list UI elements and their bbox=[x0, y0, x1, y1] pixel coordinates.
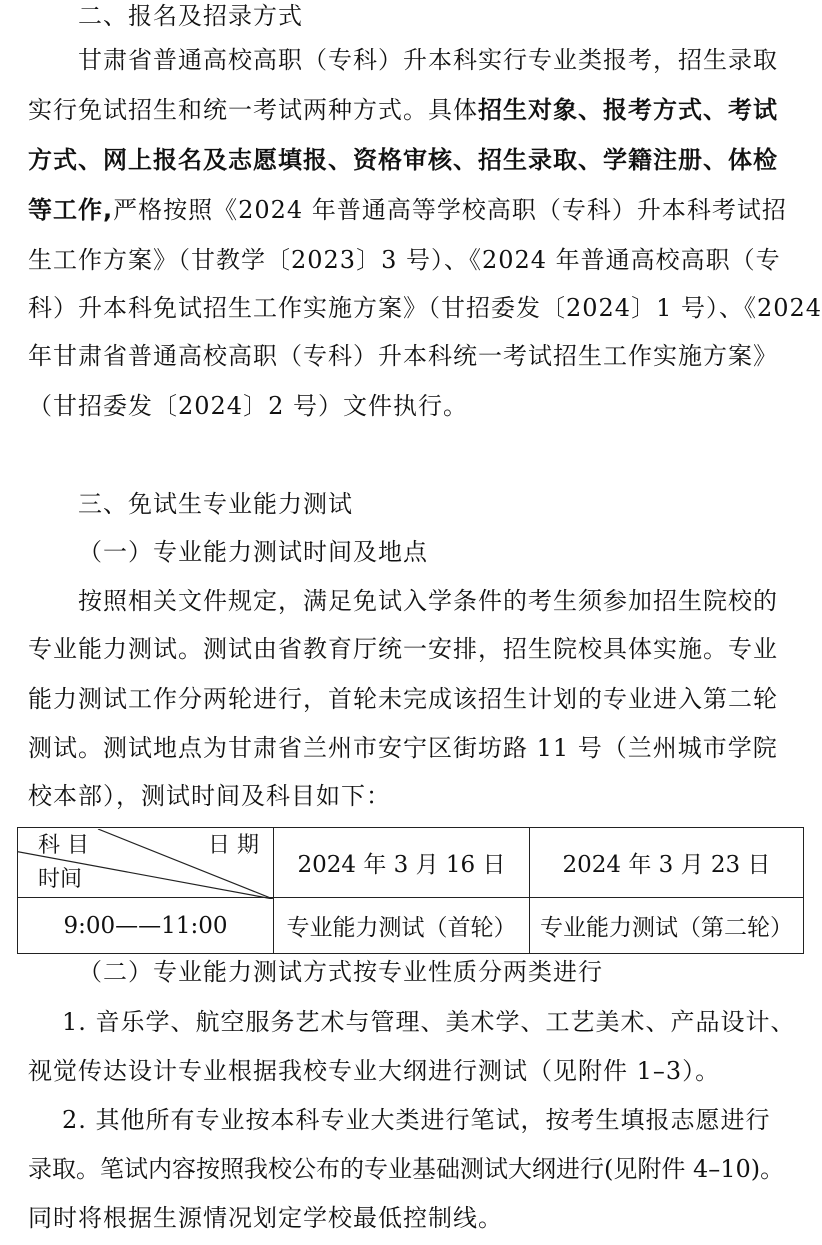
item2-line-3: 同时将根据生源情况划定学校最低控制线。 bbox=[28, 1204, 503, 1232]
section3-para1-line-3: 能力测试工作分两轮进行，首轮未完成该招生计划的专业进入第二轮 bbox=[28, 685, 778, 713]
section2-line-2-text: 实行免试招生和统一考试两种方式。具体 bbox=[28, 96, 478, 124]
section2-line-8: （甘招委发〔2024〕2 号）文件执行。 bbox=[28, 392, 468, 420]
section2-line-1: 甘肃省普通高校高职（专科）升本科实行专业类报考，招生录取 bbox=[78, 46, 778, 74]
section3-para1-line-4: 测试。测试地点为甘肃省兰州市安宁区街坊路 11 号（兰州城市学院 bbox=[28, 734, 778, 762]
section2-line-4 bbox=[28, 194, 787, 226]
section2-bold-2: 等工作, bbox=[28, 196, 114, 224]
section2-line-7: 年甘肃省普通高校高职（专科）升本科统一考试招生工作实施方案》 bbox=[28, 342, 778, 370]
item2-line-2: 录取。笔试内容按照我校公布的专业基础测试大纲进行(见附件 4–10)。 bbox=[28, 1155, 785, 1183]
section2-line-3: 方式、网上报名及志愿填报、资格审核、招生录取、学籍注册、体检 bbox=[28, 146, 778, 174]
corner-subject-label: 科 目 bbox=[38, 832, 89, 858]
time-cell: 9:00——11:00 bbox=[18, 898, 274, 954]
section3-sub1: （一）专业能力测试时间及地点 bbox=[78, 538, 428, 566]
corner-time-label: 时间 bbox=[38, 866, 83, 892]
item1-line-2: 视觉传达设计专业根据我校专业大纲进行测试（见附件 1–3）。 bbox=[28, 1057, 721, 1085]
item1-line-1: 1. 音乐学、航空服务艺术与管理、美术学、工艺美术、产品设计、 bbox=[62, 1008, 796, 1036]
date-cell-1: 2024 年 3 月 16 日 bbox=[274, 828, 530, 898]
schedule-body-row bbox=[18, 898, 804, 954]
section2-line-6: 科）升本科免试招生工作实施方案》（甘招委发〔2024〕1 号）、《2024 bbox=[28, 294, 822, 322]
schedule-table bbox=[17, 827, 804, 954]
section3-para1-line-2: 专业能力测试。测试由省教育厅统一安排，招生院校具体实施。专业 bbox=[28, 635, 778, 663]
item2-line-1: 2. 其他所有专业按本科专业大类进行笔试，按考生填报志愿进行 bbox=[62, 1106, 771, 1134]
section3-para1-line-1: 按照相关文件规定，满足免试入学条件的考生须参加招生院校的 bbox=[78, 587, 778, 615]
section2-line-2 bbox=[28, 94, 778, 126]
section3-para1-line-5: 校本部），测试时间及科目如下： bbox=[28, 782, 391, 810]
schedule-header-row bbox=[18, 828, 804, 898]
section2-line-5: 生工作方案》（甘教学〔2023〕3 号）、《2024 年普通高校高职（专 bbox=[28, 246, 781, 274]
section3-sub2: （二）专业能力测试方式按专业性质分两类进行 bbox=[78, 958, 603, 986]
corner-date-label: 日 期 bbox=[208, 832, 259, 858]
section3-heading: 三、免试生专业能力测试 bbox=[78, 490, 353, 518]
corner-cell bbox=[18, 828, 274, 898]
section2-bold-1: 招生对象、报考方式、考试 bbox=[478, 96, 778, 124]
test-cell-2: 专业能力测试（第二轮） bbox=[530, 898, 804, 954]
test-cell-1: 专业能力测试（首轮） bbox=[274, 898, 530, 954]
date-cell-2: 2024 年 3 月 23 日 bbox=[530, 828, 804, 898]
section2-line-4-text: 严格按照《2024 年普通高等学校高职（专科）升本科考试招 bbox=[113, 196, 787, 224]
section2-heading: 二、报名及招录方式 bbox=[78, 2, 303, 30]
